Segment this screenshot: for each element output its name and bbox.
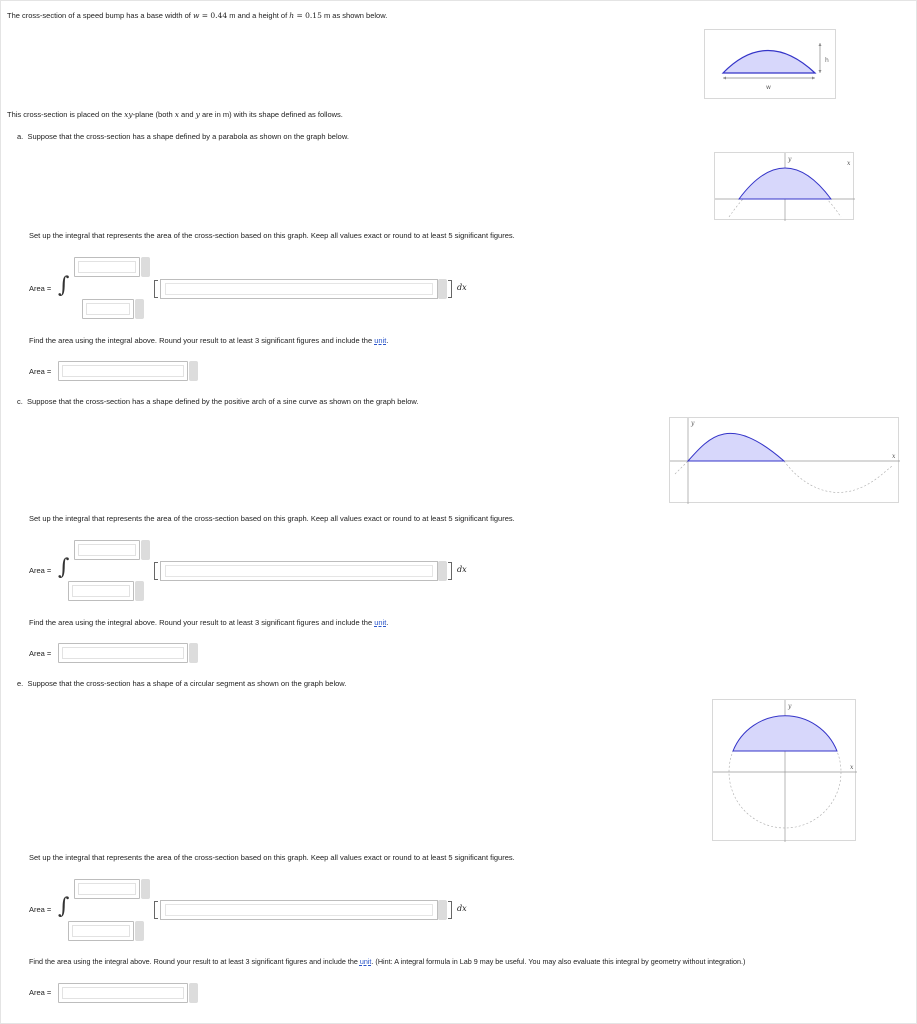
part-a-area-label: Area =: [29, 284, 52, 293]
sine-plot: [670, 418, 900, 504]
part-c-dx: dx: [457, 565, 467, 574]
part-e-lower-limit-input[interactable]: [68, 921, 134, 941]
svg-text:x: x: [892, 453, 896, 460]
parabola-graph: [714, 152, 854, 220]
part-a-integrand-toggle[interactable]: [438, 279, 447, 299]
bracket-right: [448, 280, 452, 298]
bracket-right: [448, 901, 452, 919]
integral-sign: ∫: [58, 555, 70, 580]
part-e-dx: dx: [457, 904, 467, 913]
unit-link[interactable]: unit: [359, 957, 372, 966]
part-a-upper-limit-input[interactable]: [74, 257, 140, 277]
part-c-lower-limit-toggle[interactable]: [135, 581, 144, 601]
part-c-upper-limit-input[interactable]: [74, 540, 140, 560]
part-a-area-answer-input[interactable]: [58, 361, 188, 381]
part-c-prompt: c. Suppose that the cross-section has a shape defined by the positive arch of a sine curve as shown on the graph below.: [17, 397, 419, 406]
part-a-area-label-2: Area =: [29, 367, 52, 376]
unit-link[interactable]: unit: [374, 618, 387, 627]
part-a-dx: dx: [457, 283, 467, 292]
part-c-integrand-toggle[interactable]: [438, 561, 447, 581]
part-e-area-label: Area =: [29, 905, 52, 914]
width-label: w: [766, 84, 771, 91]
height-label: h: [825, 57, 829, 64]
part-c-find-text: Find the area using the integral above. Round your result to at least 3 significant figures and include the unit.: [29, 618, 389, 627]
part-e-setup-text: Set up the integral that represents the area of the cross-section based on this graph. Keep all values exact or round to at least 5 significant figures.: [29, 853, 515, 862]
part-c-area-answer-input[interactable]: [58, 643, 188, 663]
circle-segment-graph: [712, 699, 856, 841]
svg-text:x: x: [850, 764, 854, 771]
part-e-prompt: e. Suppose that the cross-section has a shape of a circular segment as shown on the graph below.: [17, 679, 347, 688]
bracket-left: [154, 901, 158, 919]
part-c-integrand-input[interactable]: [160, 561, 438, 581]
part-a-integrand-input[interactable]: [160, 279, 438, 299]
integral-sign: ∫: [58, 273, 70, 298]
part-c-area-label-2: Area =: [29, 649, 52, 658]
part-e-lower-limit-toggle[interactable]: [135, 921, 144, 941]
svg-text:x: x: [847, 160, 851, 167]
bracket-right: [448, 562, 452, 580]
part-e-area-label-2: Area =: [29, 988, 52, 997]
part-e-upper-limit-input[interactable]: [74, 879, 140, 899]
part-e-upper-limit-toggle[interactable]: [141, 879, 150, 899]
part-c-area-label: Area =: [29, 566, 52, 575]
part-e-area-answer-toggle[interactable]: [189, 983, 198, 1003]
integral-sign: ∫: [58, 894, 70, 919]
svg-text:y: y: [788, 703, 792, 710]
part-e-integrand-input[interactable]: [160, 900, 438, 920]
part-e-integrand-toggle[interactable]: [438, 900, 447, 920]
speed-bump-diagram: [705, 30, 837, 100]
part-e-find-text: Find the area using the integral above. Round your result to at least 3 significant figures and include the unit. (Hint: A integral formula in Lab 9 may be useful. You may also evaluate this integral by geometry without integration.): [29, 957, 746, 966]
circle-segment-plot: [713, 700, 857, 842]
part-a-setup-text: Set up the integral that represents the area of the cross-section based on this graph. Keep all values exact or round to at least 5 significant figures.: [29, 231, 515, 240]
intro-text: The cross-section of a speed bump has a base width of w = 0.44 m and a height of h = 0.15 m as shown below.: [7, 11, 388, 20]
part-c-lower-limit-input[interactable]: [68, 581, 134, 601]
part-a-lower-limit-toggle[interactable]: [135, 299, 144, 319]
part-c-upper-limit-toggle[interactable]: [141, 540, 150, 560]
parabola-plot: [715, 153, 855, 221]
bracket-left: [154, 280, 158, 298]
bracket-left: [154, 562, 158, 580]
sine-graph: [669, 417, 899, 503]
part-c-setup-text: Set up the integral that represents the area of the cross-section based on this graph. Keep all values exact or round to at least 5 significant figures.: [29, 514, 515, 523]
part-a-prompt: a. Suppose that the cross-section has a shape defined by a parabola as shown on the graph below.: [17, 132, 349, 141]
part-e-area-answer-input[interactable]: [58, 983, 188, 1003]
part-c-area-answer-toggle[interactable]: [189, 643, 198, 663]
part-a-area-answer-toggle[interactable]: [189, 361, 198, 381]
speed-bump-figure: [704, 29, 836, 99]
svg-text:y: y: [788, 156, 792, 163]
part-a-lower-limit-input[interactable]: [82, 299, 134, 319]
part-a-upper-limit-toggle[interactable]: [141, 257, 150, 277]
part-a-find-text: Find the area using the integral above. Round your result to at least 3 significant figures and include the unit.: [29, 336, 389, 345]
placement-text: This cross-section is placed on the xy-plane (both x and y are in m) with its shape defined as follows.: [7, 110, 343, 119]
unit-link[interactable]: unit: [374, 336, 387, 345]
svg-text:y: y: [691, 420, 695, 427]
